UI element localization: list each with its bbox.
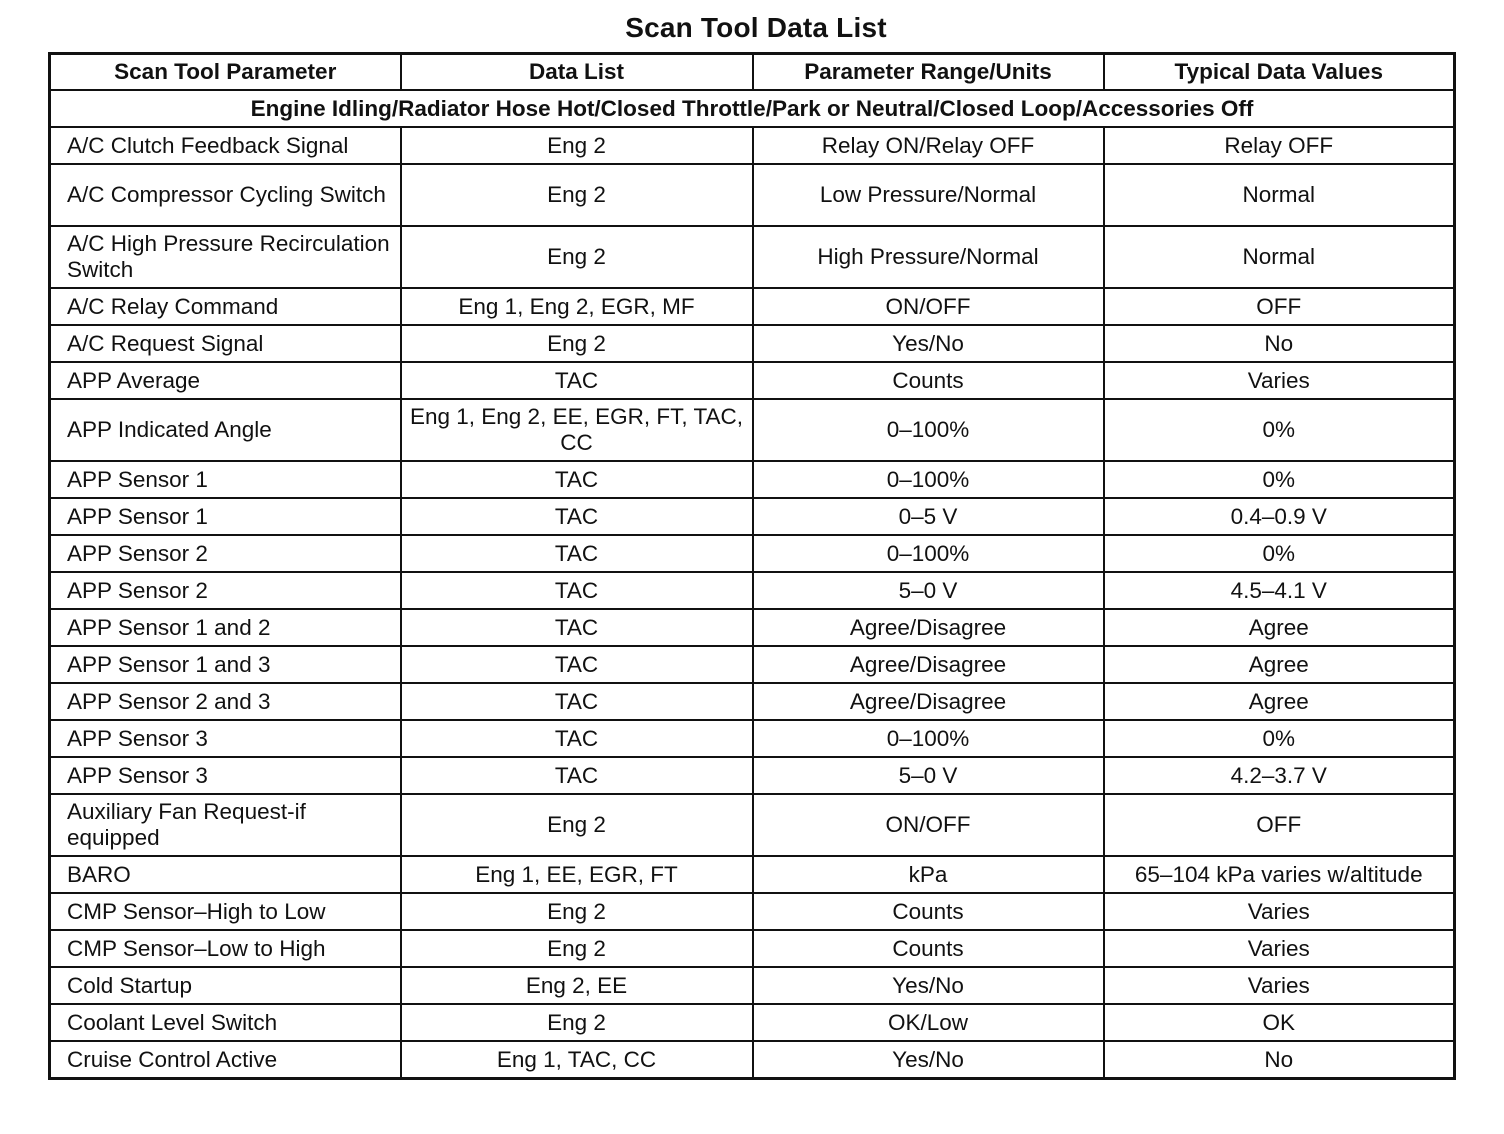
cell-typical-value: Relay OFF: [1104, 127, 1455, 164]
table-row: [50, 720, 1455, 757]
cell-data-list: TAC: [401, 683, 753, 720]
cell-typical-value: Agree: [1104, 683, 1455, 720]
cell-data-list: Eng 2: [401, 1004, 753, 1041]
cell-parameter: APP Sensor 3: [50, 757, 401, 794]
cell-parameter: A/C High Pressure Recirculation Switch: [50, 226, 401, 288]
table-row: [50, 362, 1455, 399]
cell-data-list: Eng 2: [401, 226, 753, 288]
cell-data-list: TAC: [401, 535, 753, 572]
table-row: [50, 498, 1455, 535]
cell-typical-value: OFF: [1104, 288, 1455, 325]
table-row: [50, 856, 1455, 893]
table-row: [50, 325, 1455, 362]
table-row: [50, 757, 1455, 794]
cell-range-units: 0–100%: [753, 461, 1104, 498]
cell-parameter: APP Sensor 3: [50, 720, 401, 757]
cell-parameter: APP Average: [50, 362, 401, 399]
table-row: [50, 683, 1455, 720]
cell-range-units: High Pressure/Normal: [753, 226, 1104, 288]
cell-typical-value: 0%: [1104, 399, 1455, 461]
cell-typical-value: 4.2–3.7 V: [1104, 757, 1455, 794]
cell-data-list: TAC: [401, 757, 753, 794]
cell-parameter: APP Sensor 1: [50, 461, 401, 498]
cell-range-units: Yes/No: [753, 1041, 1104, 1079]
cell-data-list: TAC: [401, 461, 753, 498]
cell-range-units: Agree/Disagree: [753, 609, 1104, 646]
cell-data-list: TAC: [401, 646, 753, 683]
table-row: [50, 1041, 1455, 1079]
cell-parameter: Auxiliary Fan Request-if equipped: [50, 794, 401, 856]
cell-typical-value: Varies: [1104, 893, 1455, 930]
cell-parameter: CMP Sensor–Low to High: [50, 930, 401, 967]
column-header-typical-values: Typical Data Values: [1104, 54, 1455, 91]
table-row: [50, 967, 1455, 1004]
cell-data-list: Eng 2, EE: [401, 967, 753, 1004]
cell-typical-value: OFF: [1104, 794, 1455, 856]
cell-typical-value: No: [1104, 325, 1455, 362]
cell-range-units: OK/Low: [753, 1004, 1104, 1041]
cell-parameter: A/C Request Signal: [50, 325, 401, 362]
table-row: [50, 288, 1455, 325]
cell-typical-value: 0%: [1104, 461, 1455, 498]
table-row: [50, 399, 1455, 461]
cell-range-units: 5–0 V: [753, 757, 1104, 794]
table-row: [50, 609, 1455, 646]
cell-data-list: Eng 2: [401, 794, 753, 856]
cell-data-list: Eng 1, TAC, CC: [401, 1041, 753, 1079]
table-row: [50, 226, 1455, 288]
cell-typical-value: 65–104 kPa varies w/altitude: [1104, 856, 1455, 893]
table-row: [50, 127, 1455, 164]
table-row: [50, 461, 1455, 498]
column-header-parameter: Scan Tool Parameter: [50, 54, 401, 91]
cell-typical-value: Agree: [1104, 609, 1455, 646]
cell-parameter: APP Sensor 1 and 3: [50, 646, 401, 683]
cell-typical-value: Normal: [1104, 164, 1455, 226]
cell-typical-value: Agree: [1104, 646, 1455, 683]
condition-row: [50, 90, 1455, 127]
cell-parameter: A/C Clutch Feedback Signal: [50, 127, 401, 164]
cell-data-list: TAC: [401, 572, 753, 609]
cell-parameter: CMP Sensor–High to Low: [50, 893, 401, 930]
cell-range-units: Counts: [753, 930, 1104, 967]
cell-parameter: Cruise Control Active: [50, 1041, 401, 1079]
cell-typical-value: 4.5–4.1 V: [1104, 572, 1455, 609]
cell-parameter: APP Sensor 2: [50, 572, 401, 609]
cell-data-list: Eng 1, EE, EGR, FT: [401, 856, 753, 893]
page-title: Scan Tool Data List: [625, 12, 887, 43]
cell-range-units: ON/OFF: [753, 794, 1104, 856]
operating-condition: Engine Idling/Radiator Hose Hot/Closed Throttle/Park or Neutral/Closed Loop/Accessories Off: [50, 90, 1455, 127]
cell-data-list: Eng 2: [401, 930, 753, 967]
cell-typical-value: OK: [1104, 1004, 1455, 1041]
table-row: [50, 1004, 1455, 1041]
table-row: [50, 930, 1455, 967]
cell-data-list: TAC: [401, 498, 753, 535]
cell-parameter: APP Sensor 2: [50, 535, 401, 572]
scan-tool-data-table: [48, 52, 1456, 1080]
cell-range-units: Yes/No: [753, 325, 1104, 362]
cell-range-units: ON/OFF: [753, 288, 1104, 325]
cell-typical-value: No: [1104, 1041, 1455, 1079]
cell-typical-value: Varies: [1104, 930, 1455, 967]
cell-range-units: Counts: [753, 362, 1104, 399]
cell-data-list: Eng 1, Eng 2, EGR, MF: [401, 288, 753, 325]
table-row: [50, 893, 1455, 930]
cell-range-units: kPa: [753, 856, 1104, 893]
cell-typical-value: Varies: [1104, 362, 1455, 399]
table-row: [50, 646, 1455, 683]
cell-parameter: Cold Startup: [50, 967, 401, 1004]
header-row: [50, 54, 1455, 91]
cell-parameter: APP Sensor 1: [50, 498, 401, 535]
table-row: [50, 794, 1455, 856]
cell-range-units: 0–100%: [753, 720, 1104, 757]
cell-range-units: 0–100%: [753, 399, 1104, 461]
cell-data-list: TAC: [401, 362, 753, 399]
cell-range-units: Relay ON/Relay OFF: [753, 127, 1104, 164]
cell-typical-value: Normal: [1104, 226, 1455, 288]
cell-typical-value: 0.4–0.9 V: [1104, 498, 1455, 535]
cell-parameter: A/C Compressor Cycling Switch: [50, 164, 401, 226]
cell-data-list: Eng 2: [401, 127, 753, 164]
cell-data-list: TAC: [401, 720, 753, 757]
cell-data-list: Eng 1, Eng 2, EE, EGR, FT, TAC, CC: [401, 399, 753, 461]
cell-range-units: Low Pressure/Normal: [753, 164, 1104, 226]
table-row: [50, 572, 1455, 609]
cell-data-list: TAC: [401, 609, 753, 646]
cell-parameter: A/C Relay Command: [50, 288, 401, 325]
cell-typical-value: Varies: [1104, 967, 1455, 1004]
column-header-data-list: Data List: [401, 54, 753, 91]
cell-typical-value: 0%: [1104, 535, 1455, 572]
table-row: [50, 164, 1455, 226]
cell-range-units: Agree/Disagree: [753, 683, 1104, 720]
cell-parameter: Coolant Level Switch: [50, 1004, 401, 1041]
cell-typical-value: 0%: [1104, 720, 1455, 757]
cell-range-units: Yes/No: [753, 967, 1104, 1004]
cell-parameter: APP Sensor 2 and 3: [50, 683, 401, 720]
cell-range-units: Agree/Disagree: [753, 646, 1104, 683]
column-header-range-units: Parameter Range/Units: [753, 54, 1104, 91]
cell-data-list: Eng 2: [401, 325, 753, 362]
cell-range-units: 0–100%: [753, 535, 1104, 572]
cell-parameter: BARO: [50, 856, 401, 893]
cell-data-list: Eng 2: [401, 893, 753, 930]
cell-parameter: APP Sensor 1 and 2: [50, 609, 401, 646]
cell-data-list: Eng 2: [401, 164, 753, 226]
cell-range-units: Counts: [753, 893, 1104, 930]
cell-parameter: APP Indicated Angle: [50, 399, 401, 461]
table-row: [50, 535, 1455, 572]
cell-range-units: 5–0 V: [753, 572, 1104, 609]
cell-range-units: 0–5 V: [753, 498, 1104, 535]
